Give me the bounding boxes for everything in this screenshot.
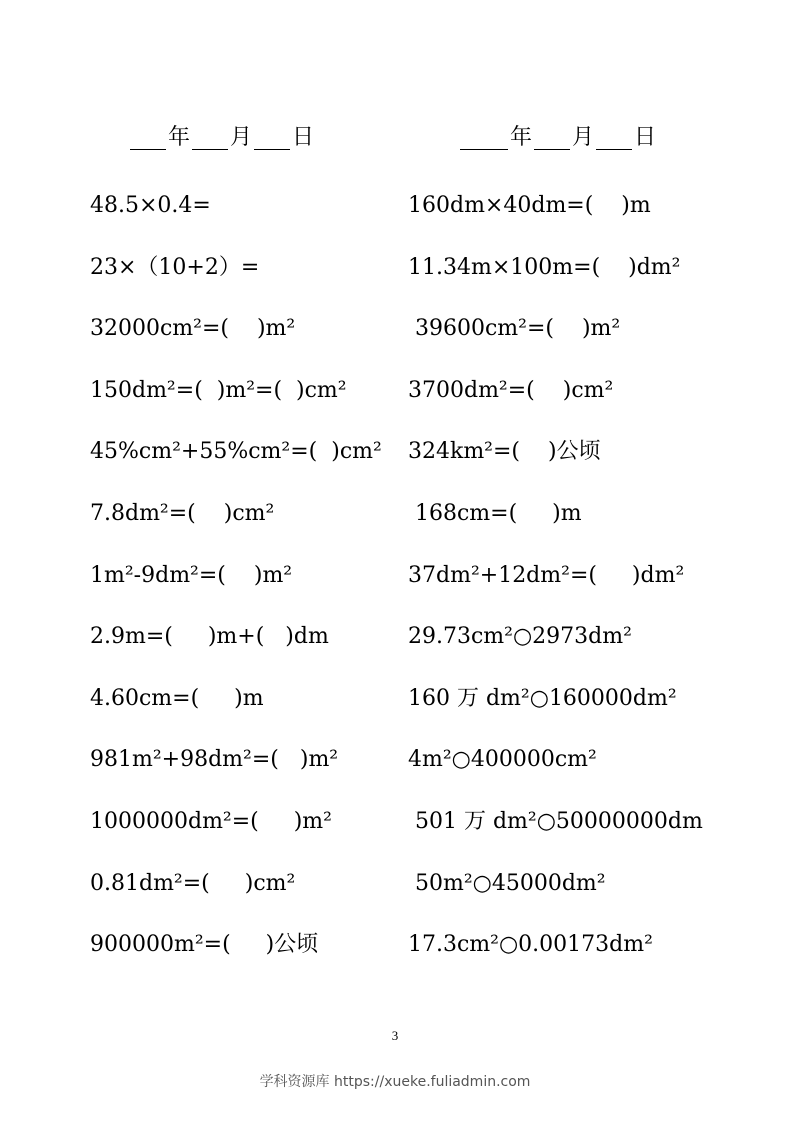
problem-right: 501 万 dm²○50000000dm: [408, 808, 703, 834]
year-label: 年: [168, 125, 191, 150]
footer-watermark: 学科资源库 https://xueke.fuliadmin.com: [259, 1074, 531, 1090]
problem-left: 4.60cm=( )m: [90, 685, 264, 711]
problem-row: [0, 313, 790, 375]
problem-row: [0, 436, 790, 498]
problem-left: 2.9m=( )m+( )dm: [90, 624, 329, 650]
problem-right: 168cm=( )m: [408, 500, 582, 526]
problem-row: [0, 621, 790, 683]
year-blank: [460, 127, 508, 150]
problem-left: 7.8dm²=( )cm²: [90, 500, 275, 526]
day-blank: [596, 127, 632, 150]
month-label: 月: [572, 125, 595, 150]
problem-row: [0, 190, 790, 252]
day-label: 日: [292, 125, 315, 150]
day-blank: [254, 127, 290, 150]
problem-right: 17.3cm²○0.00173dm²: [408, 932, 653, 958]
date-header-left: [128, 126, 314, 150]
problem-right: 4m²○400000cm²: [408, 747, 597, 773]
problem-right: 11.34m×100m=( )dm²: [408, 254, 681, 280]
year-label: 年: [510, 125, 533, 150]
month-blank: [192, 127, 228, 150]
problem-row: [0, 252, 790, 314]
page-number: 3: [391, 1028, 399, 1043]
problem-row: [0, 375, 790, 437]
problem-right: 3700dm²=( )cm²: [408, 377, 614, 403]
problem-left: 48.5×0.4=: [90, 193, 211, 218]
problem-right: 37dm²+12dm²=( )dm²: [408, 562, 685, 588]
problem-left: 900000m²=( )公顷: [90, 932, 319, 958]
problem-right: 39600cm²=( )m²: [408, 316, 621, 342]
problem-right: 160 万 dm²○160000dm²: [408, 685, 677, 711]
problem-left: 45%cm²+55%cm²=( )cm²: [90, 439, 382, 465]
problem-left: 1m²-9dm²=( )m²: [90, 562, 293, 588]
problem-right: 324km²=( )公顷: [408, 439, 601, 465]
problem-row: [0, 806, 790, 868]
problem-row: [0, 683, 790, 745]
day-label: 日: [634, 125, 657, 150]
problem-row: [0, 560, 790, 622]
month-label: 月: [230, 125, 253, 150]
date-header-right: [458, 126, 656, 150]
problem-right: 29.73cm²○2973dm²: [408, 624, 632, 650]
problem-row: [0, 744, 790, 806]
problem-left: 32000cm²=( )m²: [90, 316, 296, 342]
problem-left: 0.81dm²=( )cm²: [90, 870, 296, 896]
problem-right: 160dm×40dm=( )m: [408, 193, 651, 218]
problem-row: [0, 929, 790, 991]
problem-left: 981m²+98dm²=( )m²: [90, 747, 339, 773]
problem-right: 50m²○45000dm²: [408, 870, 606, 896]
problem-left: 1000000dm²=( )m²: [90, 808, 332, 834]
problem-list: [0, 190, 790, 991]
problem-row: [0, 868, 790, 930]
problem-left: 23×（10+2）=: [90, 254, 260, 280]
month-blank: [534, 127, 570, 150]
problem-left: 150dm²=( )m²=( )cm²: [90, 377, 347, 403]
problem-row: [0, 498, 790, 560]
year-blank: [130, 127, 166, 150]
